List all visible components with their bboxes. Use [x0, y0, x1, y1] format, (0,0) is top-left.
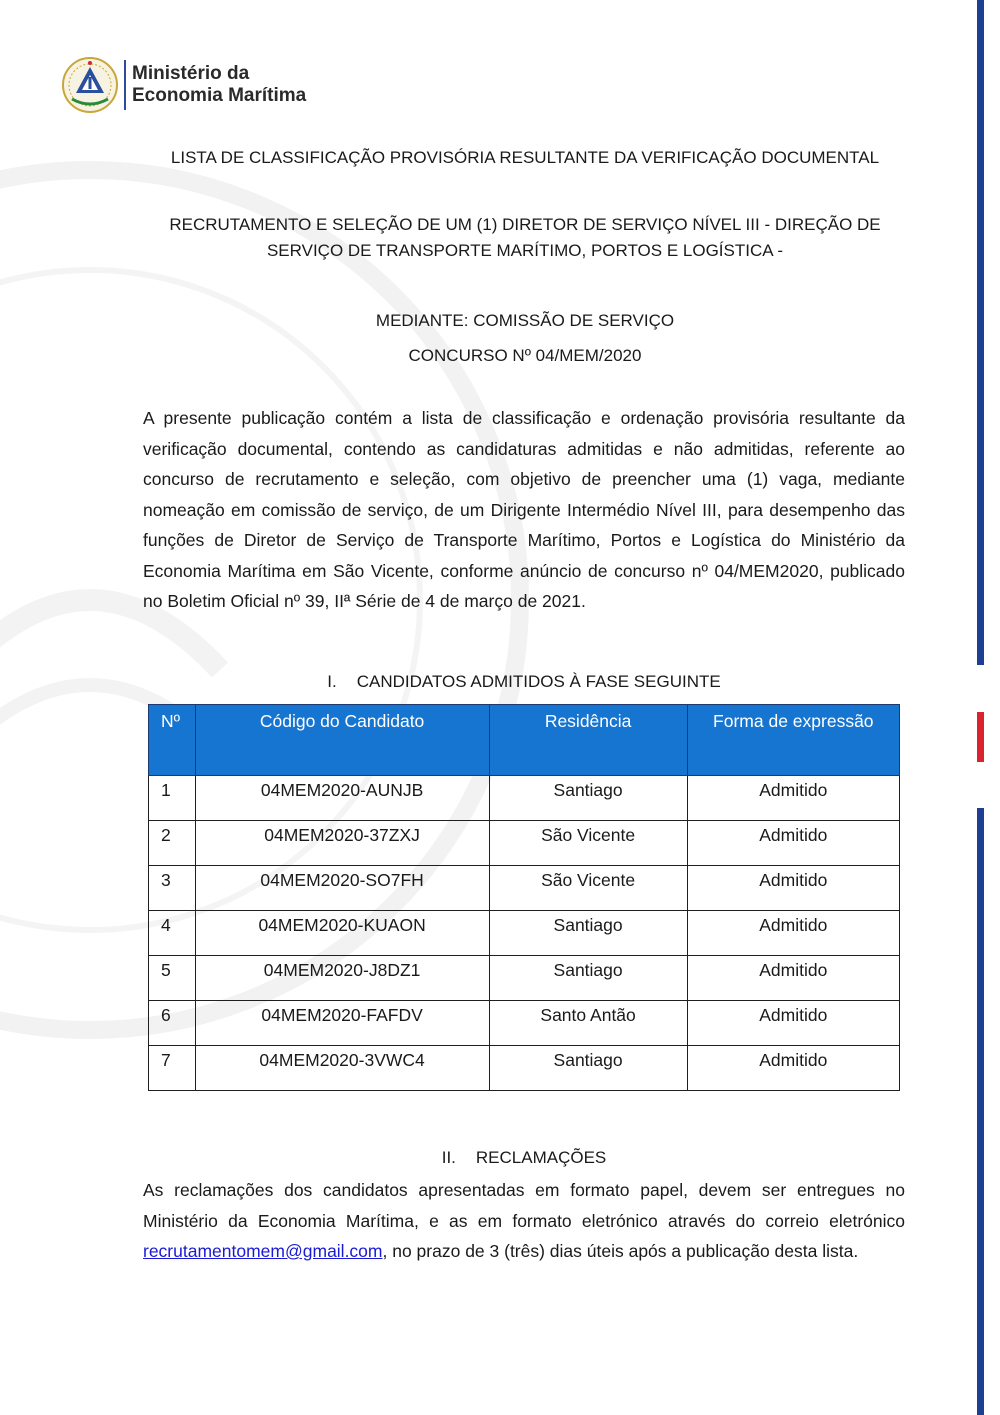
- cell-residence: Santiago: [489, 956, 687, 1001]
- section-heading-admitted: [143, 672, 905, 692]
- col-header-residence: Residência: [489, 705, 687, 776]
- cell-residence: Santiago: [489, 1046, 687, 1091]
- section-title: RECLAMAÇÕES: [475, 1148, 607, 1167]
- contest-number: CONCURSO Nº 04/MEM/2020: [408, 346, 642, 365]
- section-heading-complaints: [143, 1148, 905, 1168]
- cell-number: 2: [149, 821, 196, 866]
- mode-title: MEDIANTE: COMISSÃO DE SERVIÇO: [375, 311, 675, 330]
- cell-number: 7: [149, 1046, 196, 1091]
- margin-bar-blue-bottom: [977, 808, 984, 1415]
- cell-code: 04MEM2020-3VWC4: [195, 1046, 489, 1091]
- header-divider: [124, 60, 126, 110]
- cell-status: Admitido: [687, 1001, 899, 1046]
- cell-residence: Santiago: [489, 911, 687, 956]
- cell-residence: São Vicente: [489, 866, 687, 911]
- cell-code: 04MEM2020-J8DZ1: [195, 956, 489, 1001]
- cell-code: 04MEM2020-AUNJB: [195, 776, 489, 821]
- cell-residence: Santiago: [489, 776, 687, 821]
- cell-number: 1: [149, 776, 196, 821]
- recruitment-title-line2: SERVIÇO DE TRANSPORTE MARÍTIMO, PORTOS E LOGÍSTICA -: [266, 241, 784, 260]
- cell-status: Admitido: [687, 821, 899, 866]
- complaints-paragraph: [143, 1175, 905, 1267]
- cell-residence: São Vicente: [489, 821, 687, 866]
- cell-status: Admitido: [687, 776, 899, 821]
- ministry-name: [132, 63, 306, 107]
- cell-status: Admitido: [687, 911, 899, 956]
- complaints-text: As reclamações dos candidatos apresentadas em formato papel, devem ser entregues no Ministério da Economia Marítima, e as em formato eletrónico através do correio eletrónico: [143, 1180, 905, 1231]
- cell-code: 04MEM2020-FAFDV: [195, 1001, 489, 1046]
- complaints-text-end: , no prazo de 3 (três) dias úteis após a publicação desta lista.: [382, 1241, 859, 1261]
- cell-status: Admitido: [687, 956, 899, 1001]
- table-row: [149, 1046, 900, 1091]
- col-header-code: Código do Candidato: [195, 705, 489, 776]
- email-link[interactable]: recrutamentomem@gmail.com: [143, 1241, 383, 1261]
- section-number: II.: [441, 1148, 456, 1167]
- table-row: [149, 866, 900, 911]
- table-row: [149, 911, 900, 956]
- cell-residence: Santo Antão: [489, 1001, 687, 1046]
- recruitment-title: [120, 212, 930, 264]
- table-row: [149, 821, 900, 866]
- cell-code: 04MEM2020-KUAON: [195, 911, 489, 956]
- margin-bar-blue-top: [977, 0, 984, 665]
- table-row: [149, 776, 900, 821]
- cell-number: 3: [149, 866, 196, 911]
- table-row: [149, 1001, 900, 1046]
- cell-status: Admitido: [687, 1046, 899, 1091]
- candidates-table: [148, 704, 900, 1091]
- list-title: LISTA DE CLASSIFICAÇÃO PROVISÓRIA RESULTANTE DA VERIFICAÇÃO DOCUMENTAL: [170, 148, 880, 167]
- table-row: [149, 956, 900, 1001]
- cell-code: 04MEM2020-SO7FH: [195, 866, 489, 911]
- col-header-number: Nº: [149, 705, 196, 776]
- coat-of-arms-icon: [60, 55, 120, 115]
- recruitment-title-line1: RECRUTAMENTO E SELEÇÃO DE UM (1) DIRETOR DE SERVIÇO NÍVEL III - DIREÇÃO DE: [169, 215, 881, 234]
- cell-number: 5: [149, 956, 196, 1001]
- cell-status: Admitido: [687, 866, 899, 911]
- col-header-expression: Forma de expressão: [687, 705, 899, 776]
- intro-paragraph: A presente publicação contém a lista de classificação e ordenação provisória resultante da verificação documental, contendo as candidaturas admitidas e não admitidas, referente ao concurso de recrutamento e seleção, com objetivo de preencher uma (1) vaga, mediante nomeação em comissão de serviço, de um Dirigente Intermédio Nível III, para desempenho das funções de Diretor de Serviço de Transporte Marítimo, Portos e Logística do Ministério da Economia Marítima em São Vicente, conforme anúncio de concurso nº 04/MEM2020, publicado no Boletim Oficial nº 39, IIª Série de 4 de março de 2021.: [143, 408, 905, 611]
- cell-number: 4: [149, 911, 196, 956]
- table-header-row: [149, 705, 900, 776]
- cell-number: 6: [149, 1001, 196, 1046]
- ministry-header: [60, 55, 306, 115]
- section-number: I.: [327, 672, 337, 691]
- ministry-name-line1: Ministério da: [132, 63, 250, 84]
- ministry-name-line2: Economia Marítima: [132, 85, 307, 106]
- margin-bar-red: [977, 712, 984, 762]
- section-title: CANDIDATOS ADMITIDOS À FASE SEGUINTE: [356, 672, 721, 691]
- cell-code: 04MEM2020-37ZXJ: [195, 821, 489, 866]
